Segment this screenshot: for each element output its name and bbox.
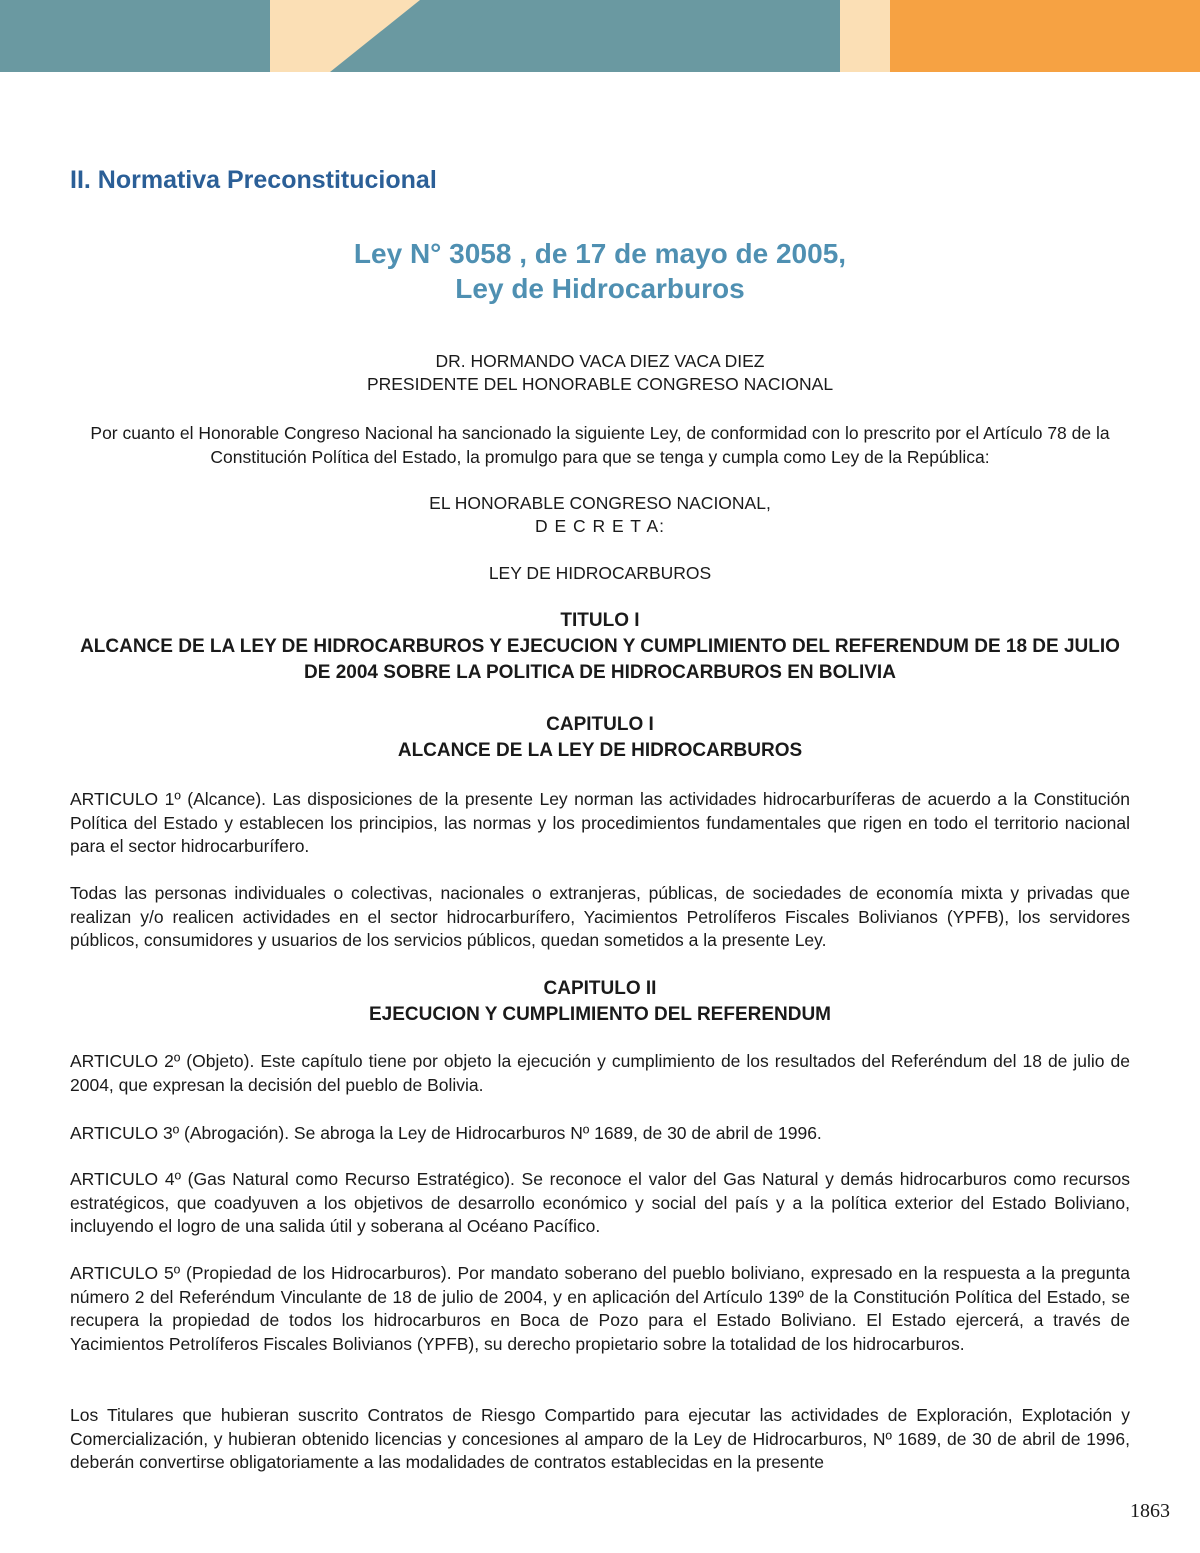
law-name: LEY DE HIDROCARBUROS [488,563,712,583]
article-5: ARTICULO 5º (Propiedad de los Hidrocarburos). Por mandato soberano del pueblo boliviano, expresado en la respuesta a la pregunta número 2 del Referéndum Vinculante de 18 de julio de 2004, y en aplicación del Artículo 139º de la Constitución Política del Estado, se recupera la propiedad de todos los hidrocarburos en Boca de Pozo para el Estado Boliviano. El Estado ejercerá, a través de Yacimientos Petrolíferos Fiscales Bolivianos (YPFB), su derecho propietario sobre la totalidad de los hidrocarburos. [70,1263,1130,1354]
titulo-label: TITULO I [560,610,640,631]
section-heading: II. Normativa Preconstitucional [70,166,437,194]
article-1-paragraph-2: Todas las personas individuales o colectivas, nacionales o extranjeras, públicas, de sociedades de economía mixta y privadas que realizan y/o realicen actividades en el sector hidrocarburífero, Yacimientos Petrolíferos Fiscales Bolivianos (YPFB), los servidores públicos, consumidores y usuarios de los servicios públicos, quedan sometidos a la presente Ley. [70,883,1130,950]
article-2: ARTICULO 2º (Objeto). Este capítulo tiene por objeto la ejecución y cumplimiento de los resultados del Referéndum del 18 de julio de 2004, que expresan la decisión del pueblo de Bolivia. [70,1051,1130,1095]
article-5-paragraph-2: Los Titulares que hubieran suscrito Contratos de Riesgo Compartido para ejecutar las actividades de Exploración, Explotación y Comercialización, y hubieran obtenido licencias y concesiones al amparo de la Ley de Hidrocarburos, Nº 1689, de 30 de abril de 1996, deberán convertirse obligatoriamente a las modalidades de contratos establecidas en la presente [70,1405,1130,1472]
article-3: ARTICULO 3º (Abrogación). Se abroga la Ley de Hidrocarburos Nº 1689, de 30 de abril de 1996. [70,1123,822,1143]
congress-decreta: D E C R E T A: [534,516,666,536]
law-title [0,236,1200,306]
capitulo2-text: EJECUCION Y CUMPLIMIENTO DEL REFERENDUM [368,1004,832,1025]
law-title-line2: Ley de Hidrocarburos [455,273,745,304]
capitulo1-label: CAPITULO I [546,714,654,735]
article-4: ARTICULO 4º (Gas Natural como Recurso Estratégico). Se reconoce el valor del Gas Natural y demás hidrocarburos como recursos estratégicos, que coadyuven a los objetivos de desarrollo económico y social del país y a la política exterior del Estado Boliviano, incluyendo el logro de una salida útil y soberana al Océano Pacífico. [70,1169,1130,1236]
president-block [0,350,1200,396]
congress-line1: EL HONORABLE CONGRESO NACIONAL, [429,493,771,513]
titulo-text: ALCANCE DE LA LEY DE HIDROCARBUROS Y EJECUCION Y CUMPLIMIENTO DEL REFERENDUM DE 18 DE JULIO DE 2004 SOBRE LA POLITICA DE HIDROCARBUROS EN BOLIVIA [80,636,1120,683]
header-banner [0,0,1200,72]
president-name: DR. HORMANDO VACA DIEZ VACA DIEZ [435,351,765,371]
capitulo2-label: CAPITULO II [543,978,657,999]
preamble: Por cuanto el Honorable Congreso Nacional ha sancionado la siguiente Ley, de conformidad con lo prescrito por el Artículo 78 de la Constitución Política del Estado, la promulgo para que se tenga y cumpla como Ley de la República: [90,423,1110,467]
law-title-line1: Ley N° 3058 , de 17 de mayo de 2005, [353,238,847,269]
congress-block [0,492,1200,538]
article-1: ARTICULO 1º (Alcance). Las disposiciones de la presente Ley norman las actividades hidrocarburíferas de acuerdo a la Constitución Política del Estado y establecen los principios, las normas y los procedimientos fundamentales que rigen en todo el territorio nacional para el sector hidrocarburífero. [70,789,1130,856]
capitulo1-text: ALCANCE DE LA LEY DE HIDROCARBUROS [397,740,803,761]
president-role: PRESIDENTE DEL HONORABLE CONGRESO NACIONAL [366,374,834,394]
page-number: 1863 [1130,1500,1170,1522]
